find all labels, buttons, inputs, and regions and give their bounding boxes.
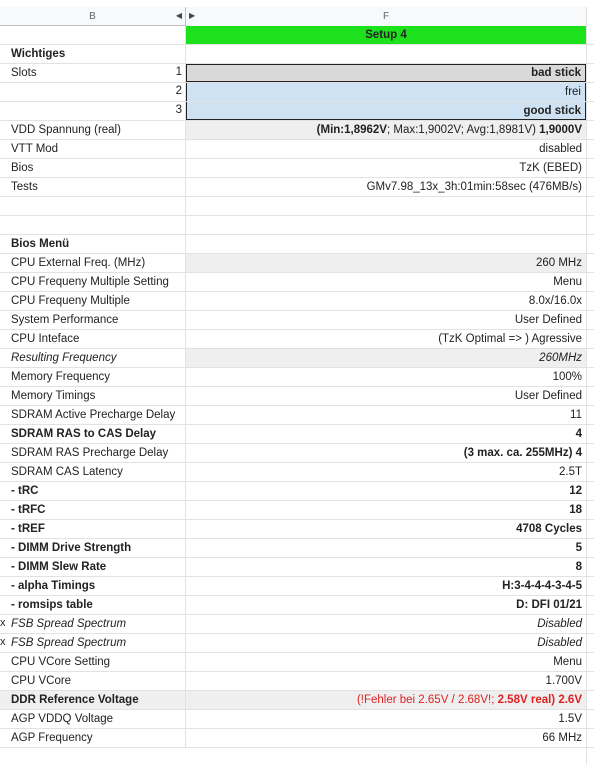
table-row [0, 64, 594, 83]
rpd-value: 4 [572, 447, 582, 459]
table-row [0, 273, 594, 292]
table-row [0, 140, 594, 159]
slot-number: 2 [175, 85, 182, 97]
cell-value[interactable]: Disabled [537, 618, 582, 630]
cell[interactable] [186, 235, 586, 253]
table-row [0, 216, 594, 235]
slot-value[interactable]: good stick [186, 102, 586, 120]
cell[interactable] [186, 444, 586, 462]
table-row [0, 254, 594, 273]
cell-value[interactable]: 11 [570, 409, 582, 421]
column-header-b[interactable] [0, 7, 186, 26]
cell[interactable] [0, 64, 186, 82]
column-header-f[interactable] [186, 7, 586, 27]
cell-value[interactable]: 100% [552, 371, 582, 383]
vdd-value: 1,9000V [539, 124, 582, 136]
cell-value[interactable]: 18 [569, 504, 582, 516]
row-label[interactable]: FSB Spread Spectrum [0, 634, 186, 652]
row-label[interactable]: Resulting Frequency [0, 349, 186, 367]
row-label[interactable]: AGP VDDQ Voltage [0, 710, 186, 728]
table-row [0, 520, 594, 539]
sheet-rows [0, 26, 594, 748]
table-row [0, 577, 594, 596]
row-label[interactable]: CPU VCore Setting [0, 653, 186, 671]
cell[interactable] [0, 197, 186, 215]
table-row [0, 311, 594, 330]
row-label[interactable]: VDD Spannung (real) [0, 121, 186, 139]
row-label[interactable]: - DIMM Slew Rate [0, 558, 186, 576]
row-label[interactable]: Memory Frequency [0, 368, 186, 386]
table-row [0, 691, 594, 710]
row-label[interactable]: DDR Reference Voltage [0, 691, 186, 709]
table-row [0, 235, 594, 254]
table-row [0, 45, 594, 64]
table-row [0, 330, 594, 349]
row-label[interactable]: AGP Frequency [0, 729, 186, 747]
row-label[interactable]: Tests [0, 178, 186, 196]
cell-value[interactable]: 66 MHz [542, 732, 582, 744]
collapse-left-icon[interactable]: ◀ [175, 11, 182, 20]
section-heading[interactable]: Wichtiges [0, 45, 186, 63]
cell[interactable] [186, 691, 586, 709]
row-label[interactable]: - DIMM Drive Strength [0, 539, 186, 557]
cell-value[interactable]: 12 [569, 485, 582, 497]
cell[interactable] [0, 83, 186, 101]
x-mark: x [0, 617, 6, 629]
cell-value[interactable]: 2.5T [558, 466, 582, 478]
cell-value[interactable]: Menu [553, 656, 582, 668]
table-row [0, 121, 594, 140]
row-label[interactable]: - tREF [0, 520, 186, 538]
cell-value[interactable]: User Defined [514, 390, 582, 402]
ddrref-note: (!Fehler bei 2.65V / 2.68V!; [356, 694, 498, 706]
cell-value[interactable]: Disabled [537, 637, 582, 649]
expand-right-icon[interactable]: ▶ [189, 11, 196, 20]
cell-value[interactable]: 1.5V [558, 713, 582, 725]
table-row [0, 102, 594, 121]
cell-value[interactable]: 1.700V [545, 675, 582, 687]
cell[interactable] [0, 102, 186, 120]
row-label[interactable]: - alpha Timings [0, 577, 186, 595]
cell[interactable] [0, 26, 186, 44]
slot-value[interactable]: bad stick [186, 64, 586, 82]
row-label[interactable]: Bios [0, 159, 186, 177]
row-label[interactable]: Memory Timings [0, 387, 186, 405]
table-row [0, 482, 594, 501]
row-label[interactable]: VTT Mod [0, 140, 186, 158]
cell-value[interactable]: 260MHz [186, 349, 586, 367]
table-row [0, 26, 594, 45]
table-row [0, 368, 594, 387]
row-label: Slots [11, 67, 37, 79]
row-label[interactable]: - tRC [0, 482, 186, 500]
row-label[interactable]: - tRFC [0, 501, 186, 519]
table-row [0, 463, 594, 482]
row-label[interactable]: SDRAM RAS to CAS Delay [0, 425, 186, 443]
table-row [0, 672, 594, 691]
ddrref-value: 2.58V real) 2.6V [497, 694, 582, 706]
slot-number: 3 [175, 104, 182, 116]
cell[interactable] [186, 121, 586, 139]
table-row [0, 197, 594, 216]
row-label[interactable]: - romsips table [0, 596, 186, 614]
vdd-range: ; Max:1,9002V; Avg:1,8981V) [386, 124, 540, 136]
row-label[interactable]: System Performance [0, 311, 186, 329]
table-row [0, 539, 594, 558]
cell-value[interactable]: (TzK Optimal => ) Agressive [438, 333, 582, 345]
cell-value[interactable]: 4708 Cycles [516, 523, 582, 535]
table-row [0, 349, 594, 368]
row-label[interactable]: CPU Frequeny Multiple Setting [0, 273, 186, 291]
cell-value[interactable]: H:3-4-4-4-3-4-5 [502, 580, 582, 592]
rpd-note: (3 max. ca. 255MHz) [463, 447, 573, 459]
column-f-label: F [382, 11, 390, 22]
cell-value[interactable]: 8 [575, 561, 582, 573]
cell-value[interactable]: GMv7.98_13x_3h:01min:58sec (476MB/s) [366, 181, 582, 193]
cell-value[interactable]: D: DFI 01/21 [516, 599, 582, 611]
cell[interactable] [186, 197, 586, 215]
row-label[interactable]: CPU Inteface [0, 330, 186, 348]
row-label[interactable]: SDRAM CAS Latency [0, 463, 186, 481]
cell-value[interactable]: 4 [575, 428, 582, 440]
slot-number: 1 [175, 66, 182, 78]
cell[interactable] [0, 216, 186, 234]
table-row [0, 634, 594, 653]
table-row [0, 444, 594, 463]
cell-value[interactable]: User Defined [514, 314, 582, 326]
table-row [0, 653, 594, 672]
cell-value[interactable]: 260 MHz [186, 254, 586, 272]
cell-value[interactable]: 5 [575, 542, 582, 554]
x-mark: x [0, 636, 6, 648]
cell[interactable] [186, 216, 586, 234]
row-label[interactable]: CPU VCore [0, 672, 186, 690]
setup-header-cell[interactable]: Setup 4 [186, 26, 586, 44]
cell-value[interactable]: 8.0x/16.0x [528, 295, 582, 307]
table-row [0, 596, 594, 615]
table-row [0, 159, 594, 178]
table-row [0, 292, 594, 311]
table-row [0, 425, 594, 444]
section-heading[interactable]: Bios Menü [0, 235, 186, 253]
table-row [0, 178, 594, 197]
row-label[interactable]: SDRAM RAS Precharge Delay [0, 444, 186, 462]
row-label[interactable]: CPU Frequeny Multiple [0, 292, 186, 310]
row-label[interactable]: FSB Spread Spectrum [0, 615, 186, 633]
table-row [0, 83, 594, 102]
table-row [0, 501, 594, 520]
cell-value[interactable]: TzK (EBED) [519, 162, 582, 174]
slot-value[interactable]: frei [186, 83, 586, 101]
cell-value[interactable]: Menu [553, 276, 582, 288]
table-row [0, 615, 594, 634]
table-row [0, 406, 594, 425]
cell-value[interactable]: disabled [539, 143, 582, 155]
row-label[interactable]: SDRAM Active Precharge Delay [0, 406, 186, 424]
table-row [0, 387, 594, 406]
table-row [0, 558, 594, 577]
table-row [0, 729, 594, 748]
table-row [0, 710, 594, 729]
column-b-label: B [89, 10, 96, 22]
row-label[interactable]: CPU External Freq. (MHz) [0, 254, 186, 272]
cell[interactable] [186, 45, 586, 63]
vdd-min: (Min:1,8962V [316, 124, 387, 136]
